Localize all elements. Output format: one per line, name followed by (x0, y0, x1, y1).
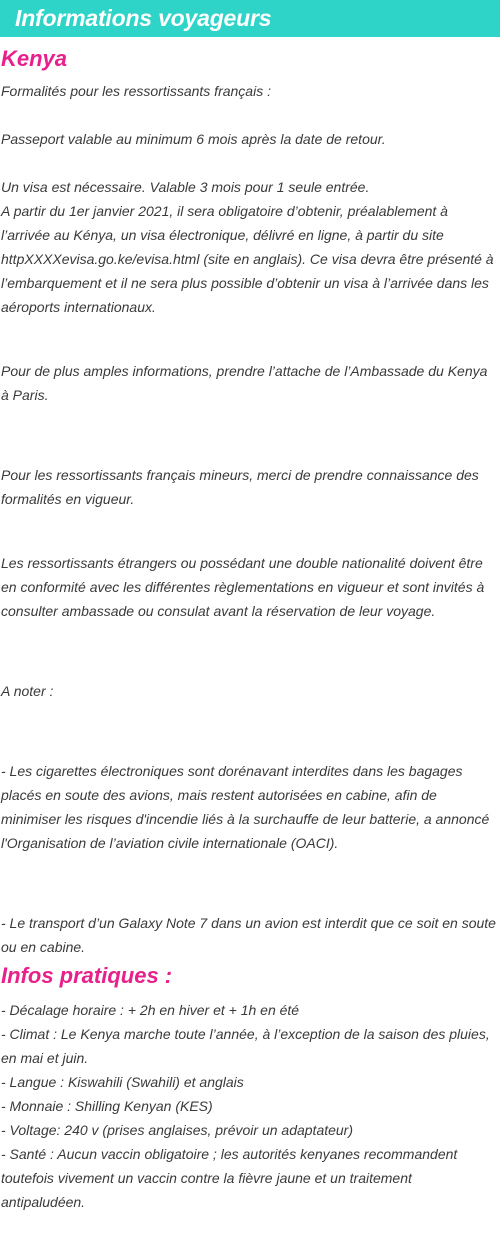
country-heading: Kenya (1, 46, 68, 71)
list-item: - Décalage horaire : + 2h en hiver et + 1h en été (1, 1002, 300, 1018)
page-title: Informations voyageurs (15, 5, 272, 31)
evisa-text: A partir du 1er janvier 2021, il sera obligatoire d’obtenir, préalablement à l’arrivée au Kénya, un visa électronique, délivré en ligne, à partir du site httpXXXXevisa.go.ke/evisa.html (site en anglais). Ce visa devra être présenté à l’embarquement et il ne sera plus possible d’obtenir un visa à l’arrivée dans les aéroports internationaux. (1, 203, 494, 315)
mineurs-text: Pour les ressortissants français mineurs, merci de prendre connaissance des formalités en vigueur. (1, 467, 479, 507)
formalites-intro: Formalités pour les ressortissants français : (1, 83, 271, 99)
infos-pratiques-heading: Infos pratiques : (1, 963, 173, 988)
list-item: - Santé : Aucun vaccin obligatoire ; les autorités kenyanes recommandent toutefois vivement un vaccin contre la fièvre jaune et un traitement antipaludéen. (1, 1146, 458, 1210)
cigarettes-text: - Les cigarettes électroniques sont dorénavant interdites dans les bagages placés en soute des avions, mais restent autorisées en cabine, afin de minimiser les risques d'incendie liés à la surchauffe de leur batterie, a annoncé l'Organisation de l’aviation civile internationale (OACI). (1, 763, 490, 851)
list-item: - Monnaie : Shilling Kenyan (KES) (1, 1098, 213, 1114)
passport-text: Passeport valable au minimum 6 mois après la date de retour. (1, 131, 386, 147)
formalites-section (0, 73, 500, 959)
a-noter-text: A noter : (1, 683, 54, 699)
list-item: - Climat : Le Kenya marche toute l’année, à l’exception de la saison des pluies, en mai et juin. (1, 1026, 490, 1066)
list-item: - Voltage: 240 v (prises anglaises, prévoir un adaptateur) (1, 1122, 354, 1138)
etrangers-text: Les ressortissants étrangers ou possédant une double nationalité doivent être en conformité avec les différentes règlementations en vigueur et sont invités à consulter ambassade ou consulat avant la réservation de leur voyage. (1, 555, 485, 619)
ambassade-text: Pour de plus amples informations, prendre l’attache de l’Ambassade du Kenya à Paris. (1, 363, 488, 403)
list-item: - Langue : Kiswahili (Swahili) et anglais (1, 1074, 244, 1090)
infos-pratiques-list (0, 998, 500, 1214)
galaxy-text: - Le transport d’un Galaxy Note 7 dans un avion est interdit que ce soit en soute ou en cabine. (1, 915, 496, 955)
page-header (0, 0, 500, 37)
visa-text: Un visa est nécessaire. Valable 3 mois pour 1 seule entrée. (1, 179, 370, 195)
